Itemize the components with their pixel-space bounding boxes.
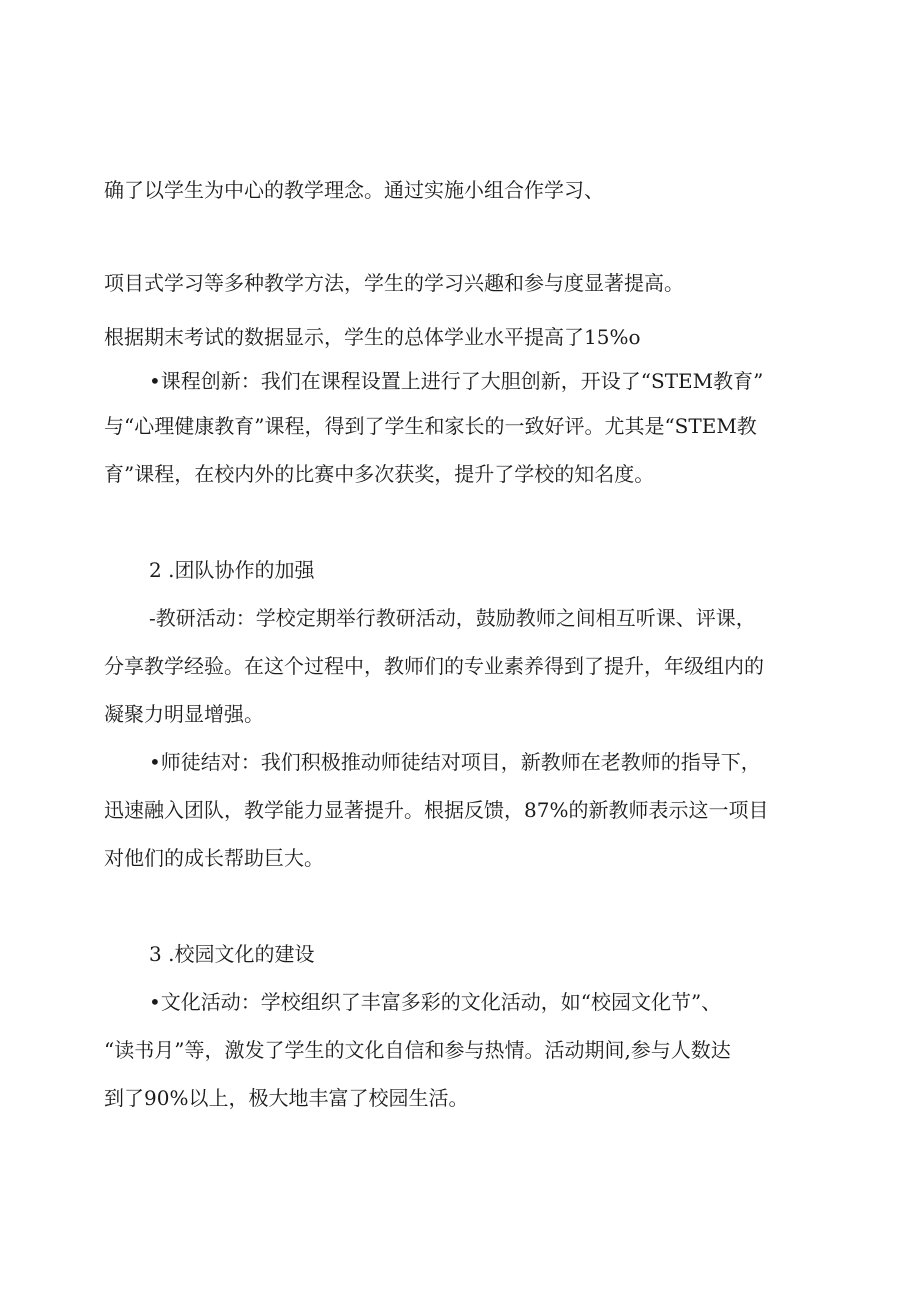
paragraph-line: 到了90%以上，极大地丰富了校园生活。 — [104, 1086, 469, 1110]
section-heading-campus-culture: 3 .校园文化的建设 — [149, 942, 315, 966]
bullet-mentorship: •师徒结对：我们积极推动师徒结对项目，新教师在老教师的指导下， — [149, 750, 761, 774]
paragraph-line: 确了以学生为中心的教学理念。通过实施小组合作学习、 — [104, 178, 604, 202]
paragraph-line: 根据期末考试的数据显示，学生的总体学业水平提高了15%o — [104, 325, 641, 349]
bullet-teaching-research: -教研活动：学校定期举行教研活动，鼓励教师之间相互听课、评课， — [149, 606, 756, 630]
paragraph-line: 凝聚力明显增强。 — [104, 702, 264, 726]
paragraph-line: 项目式学习等多种教学方法，学生的学习兴趣和参与度显著提高。 — [104, 271, 684, 295]
paragraph-line: 与“心理健康教育”课程，得到了学生和家长的一致好评。尤其是“STEM教 — [104, 414, 757, 438]
bullet-cultural-activities: •文化活动：学校组织了丰富多彩的文化活动，如“校园文化节”、 — [149, 990, 722, 1014]
paragraph-line: 迅速融入团队，教学能力显著提升。根据反馈，87%的新教师表示这一项目 — [104, 798, 769, 822]
bullet-curriculum-innovation: •课程创新：我们在课程设置上进行了大胆创新，开设了“STEM教育” — [149, 369, 764, 393]
paragraph-line: 分享教学经验。在这个过程中，教师们的专业素养得到了提升，年级组内的 — [104, 654, 764, 678]
section-heading-teamwork: 2 .团队协作的加强 — [149, 558, 315, 582]
paragraph-line: “读书月”等，激发了学生的文化自信和参与热情。活动期间,参与人数达 — [104, 1038, 731, 1062]
paragraph-line: 对他们的成长帮助巨大。 — [104, 846, 324, 870]
paragraph-line: 育”课程，在校内外的比赛中多次获奖，提升了学校的知名度。 — [104, 462, 655, 486]
